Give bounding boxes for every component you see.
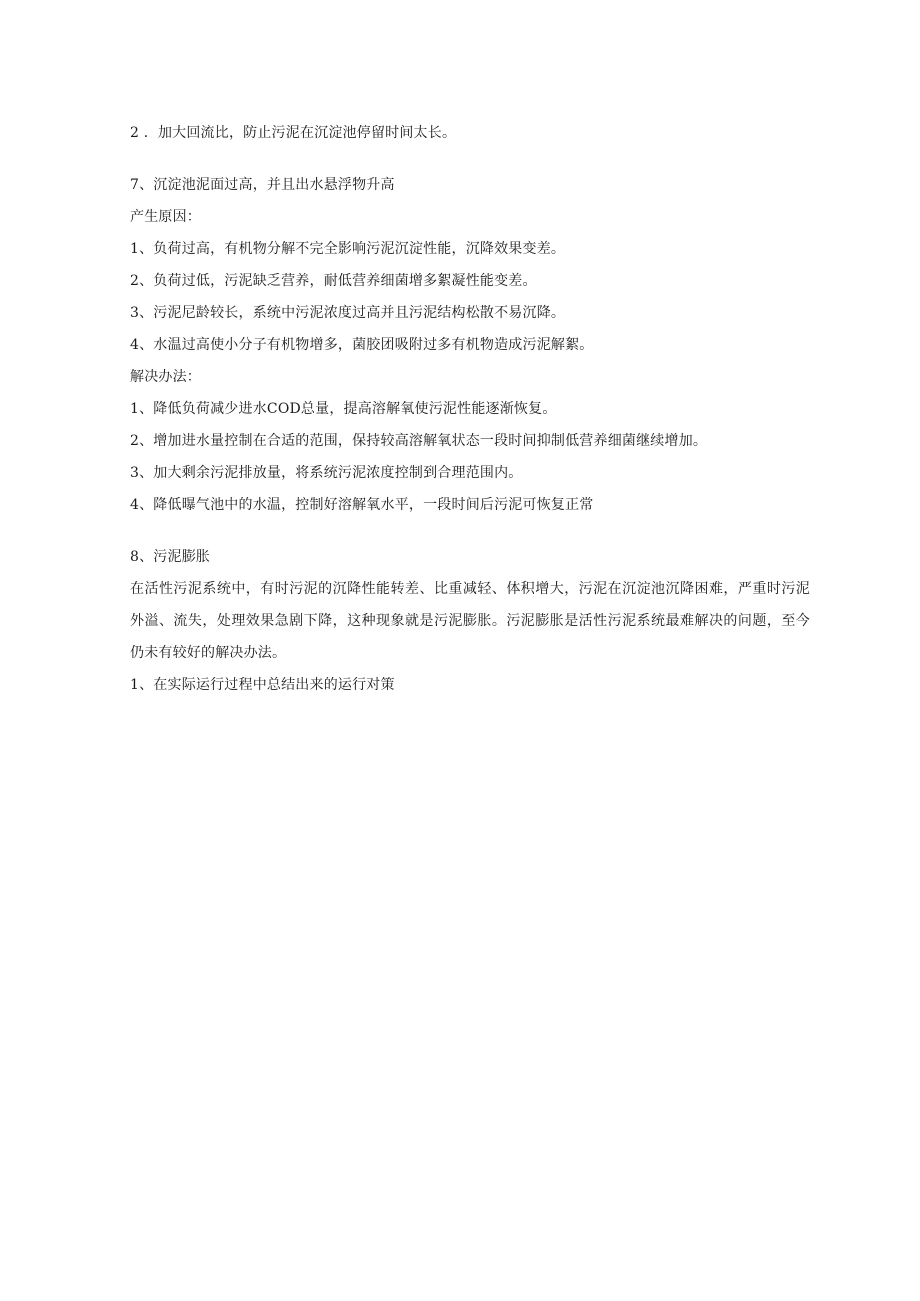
section8-heading: 8、污泥膨胀 (130, 549, 211, 565)
cause-item: 1、负荷过高，有机物分解不完全影响污泥沉淀性能，沉降效果变差。 (130, 241, 566, 257)
solution-item: 1、降低负荷减少进水COD总量，提高溶解氧使污泥性能逐渐恢复。 (130, 401, 557, 417)
cause-item: 3、污泥尼龄较长，系统中污泥浓度过高并且污泥结构松散不易沉降。 (130, 305, 566, 321)
section8-paragraph: 在活性污泥系统中，有时污泥的沉降性能转差、比重减轻、体积增大，污泥在沉淀池沉降困难，严重时污泥外溢、流失，处理效果急剧下降，这种现象就是污泥膨胀。污泥膨胀是活性污泥系统最难解决的问题，至今仍未有较好的解决办法。 (130, 581, 810, 661)
section7-heading: 7、沉淀池泥面过高，并且出水悬浮物升高 (130, 177, 395, 193)
cause-item: 4、水温过高使小分子有机物增多，菌胶团吸附过多有机物造成污泥解絮。 (130, 337, 594, 353)
solution-item: 2、增加进水量控制在合适的范围，保持较高溶解氧状态一段时间抑制低营养细菌继续增加。 (130, 433, 708, 449)
document-body (130, 117, 810, 701)
section8-item: 1、在实际运行过程中总结出来的运行对策 (130, 677, 395, 693)
section-spacer (130, 149, 810, 169)
solution-label: 解决办法： (130, 369, 201, 385)
section-spacer (130, 521, 810, 541)
intro-item: 2 ．加大回流比，防止污泥在沉淀池停留时间太长。 (130, 125, 457, 141)
solution-item: 3、加大剩余污泥排放量，将系统污泥浓度控制到合理范围内。 (130, 465, 523, 481)
cause-label: 产生原因： (130, 209, 201, 225)
cause-item: 2、负荷过低，污泥缺乏营养，耐低营养细菌增多絮凝性能变差。 (130, 273, 537, 289)
solution-item: 4、降低曝气池中的水温，控制好溶解氧水平，一段时间后污泥可恢复正常 (130, 497, 594, 513)
